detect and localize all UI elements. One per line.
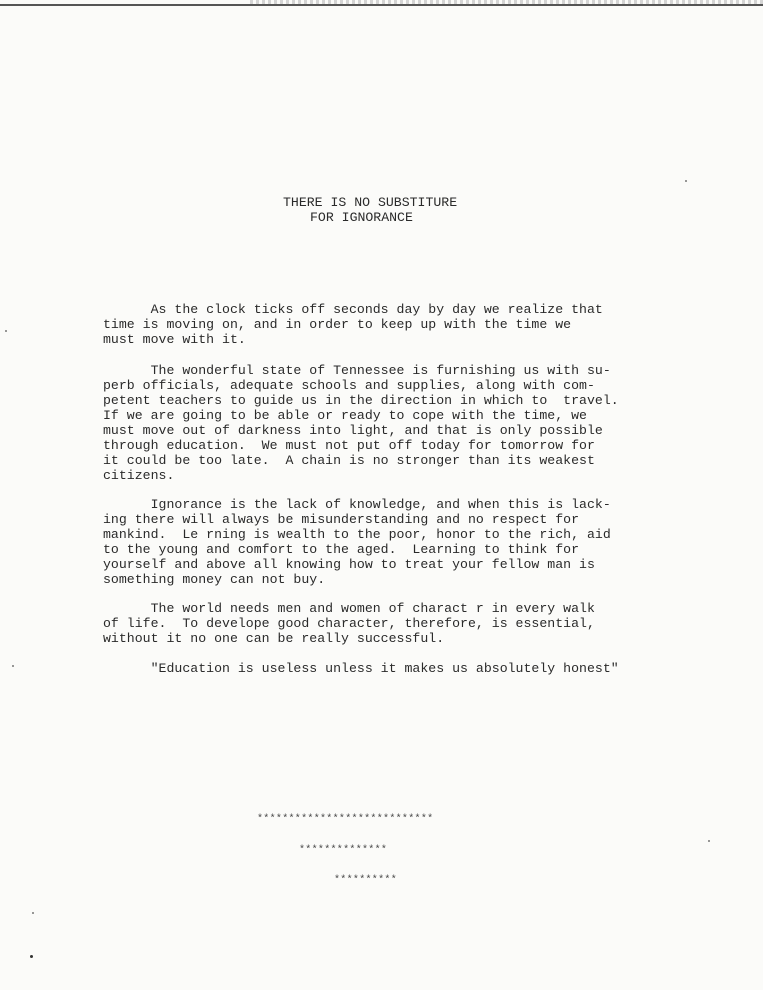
top-rule [0,4,763,6]
title-line-1: THERE IS NO SUBSTITURE [283,195,458,210]
stars-row-3: ********** [334,875,398,886]
title-line-2: FOR IGNORANCE [310,210,413,225]
top-rule-shadow [250,0,763,4]
paragraph-2: The wonderful state of Tennessee is furnishing us with su- perb officials, adequate schools and supplies, along with com- petent teachers to guide us in the direction in which to travel. If we are going to be able or ready to cope with the time, we must move out of darkness into light, and that is only possible through education. We must not put off today for tomorrow for it could be too late. A chain is no stronger than its weakest citizens. [103,363,619,483]
paragraph-3: Ignorance is the lack of knowledge, and when this is lack- ing there will always be misunderstanding and no respect for mankind. Le rning is wealth to the poor, honor to the rich, aid to the young and comfort to the aged. Learning to think for yourself and above all knowing how to treat your fellow man is something money can not buy. [103,497,611,587]
ink-speck [30,955,33,958]
ink-speck [5,330,7,332]
closing-quote: "Education is useless unless it makes us absolutely honest" [103,661,619,676]
stars-row-2: ************** [299,845,388,856]
page-title [283,195,457,225]
ink-speck [32,912,34,914]
ink-speck [685,180,687,182]
paragraph-1: As the clock ticks off seconds day by day we realize that time is moving on, and in order to keep up with the time we must move with it. [103,302,603,347]
ink-speck [12,665,14,667]
stars-row-1: **************************** [257,814,434,825]
ink-speck [708,840,710,842]
paragraph-4: The world needs men and women of charact r in every walk of life. To develope good character, therefore, is essential, without it no one can be really successful. [103,601,595,646]
